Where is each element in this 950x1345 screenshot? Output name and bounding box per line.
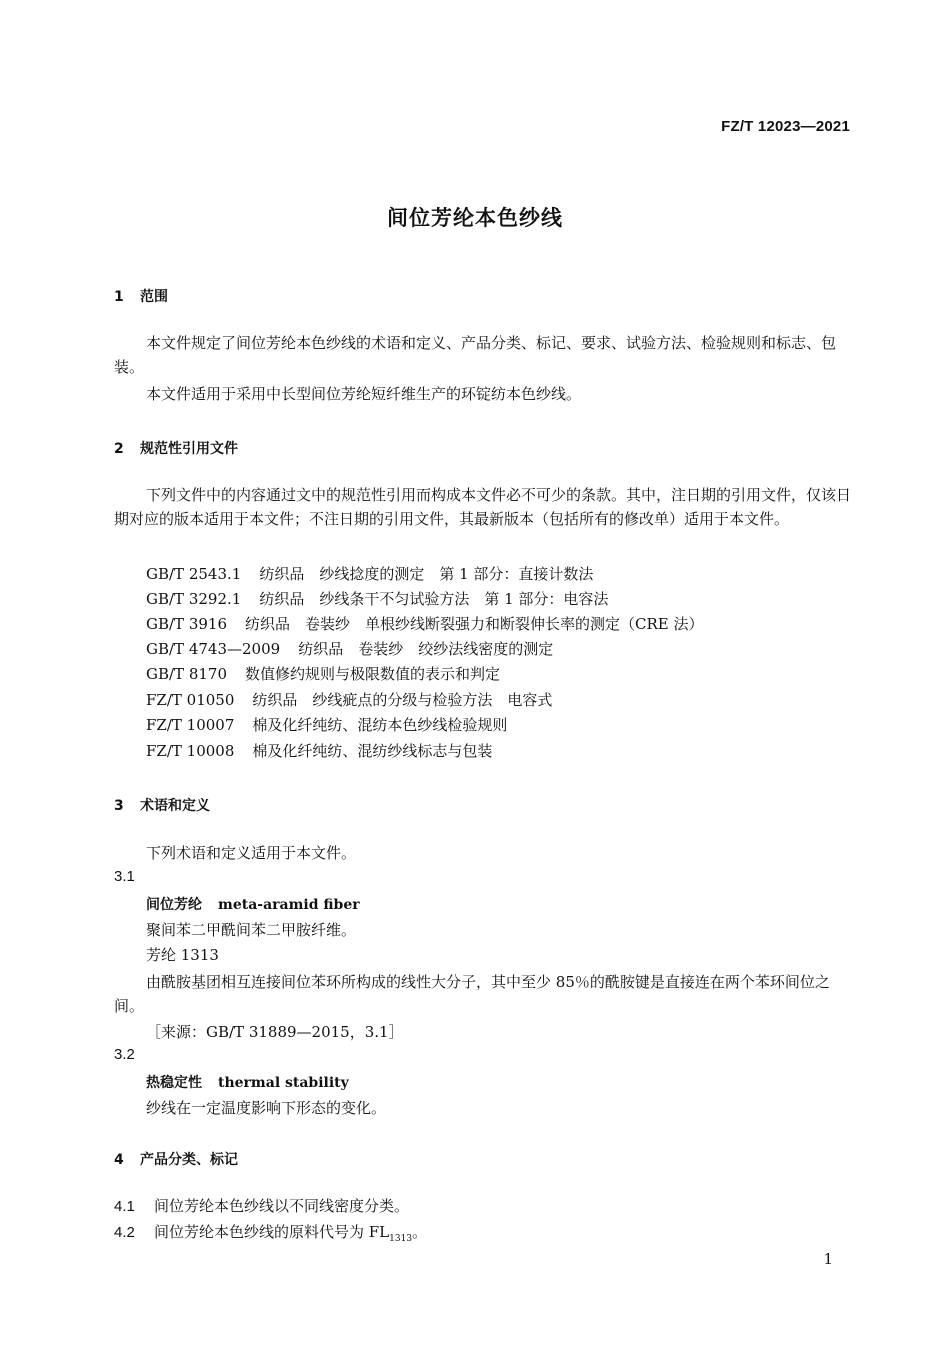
scope-paragraph-2: 本文件适用于采用中长型间位芳纶短纤维生产的环锭纺本色纱线。 [146, 385, 582, 403]
term-note: 由酰胺基团相互连接间位苯环所构成的线性大分子，其中至少 85％的酰胺键是直接连在两个苯环间位之间。 [114, 973, 830, 1015]
reference-title: 纺织品 纱线捻度的测定 第 1 部分：直接计数法 [259, 565, 594, 583]
section-2-heading [114, 438, 238, 458]
section-4-heading [114, 1149, 238, 1169]
section-3-heading [114, 795, 210, 815]
reference-title: 纺织品 纱线疵点的分级与检验方法 电容式 [252, 691, 553, 709]
reference-code: FZ/T 01050 [146, 691, 235, 709]
section-title: 范围 [140, 289, 168, 305]
terms-intro: 下列术语和定义适用于本文件。 [146, 844, 357, 862]
reference-item [146, 613, 704, 634]
term-alternative: 芳纶 1313 [146, 946, 219, 964]
clause-4-2 [114, 1221, 427, 1244]
references-intro: 下列文件中的内容通过文中的规范性引用而构成本文件必不可少的条款。其中，注日期的引用文件，仅该日期对应的版本适用于本文件；不注日期的引用文件，其最新版本（包括所有的修改单）适用于本文件。 [114, 486, 852, 528]
reference-title: 纺织品 纱线条干不匀试验方法 第 1 部分：电容法 [259, 590, 609, 608]
reference-item [146, 638, 553, 659]
reference-code: GB/T 2543.1 [146, 565, 242, 583]
term-definition: 纱线在一定温度影响下形态的变化。 [146, 1099, 387, 1117]
reference-item [146, 689, 552, 710]
clause-number: 3.1 [114, 868, 135, 885]
clause-4-1 [114, 1195, 409, 1216]
section-1-heading [114, 286, 168, 306]
clause-text: 间位芳纶本色纱线的原料代号为 FL [154, 1223, 390, 1241]
section-number: 2 [114, 441, 124, 457]
reference-title: 数值修约规则与极限数值的表示和判定 [245, 665, 501, 683]
section-number: 1 [114, 289, 124, 305]
section-number: 4 [114, 1152, 124, 1168]
document-title: 间位芳纶本色纱线 [387, 206, 563, 230]
reference-title: 棉及化纤纯纺、混纺本色纱线检验规则 [252, 716, 508, 734]
reference-item [146, 740, 492, 761]
reference-code: FZ/T 10008 [146, 742, 235, 760]
section-title: 术语和定义 [140, 798, 210, 814]
term-chinese: 间位芳纶 [146, 897, 202, 913]
term-definition: 聚间苯二甲酰间苯二甲胺纤维。 [146, 921, 357, 939]
reference-code: GB/T 3292.1 [146, 590, 242, 608]
term-english: thermal stability [218, 1075, 349, 1091]
reference-item [146, 714, 507, 735]
reference-title: 棉及化纤纯纺、混纺纱线标志与包装 [252, 742, 493, 760]
reference-title: 纺织品 卷装纱 绞纱法线密度的测定 [298, 640, 554, 658]
clause-number: 4.2 [114, 1224, 135, 1241]
reference-code: FZ/T 10007 [146, 716, 235, 734]
reference-title: 纺织品 卷装纱 单根纱线断裂强力和断裂伸长率的测定（CRE 法） [245, 615, 704, 633]
term-english: meta-aramid fiber [218, 897, 360, 913]
term-entry [146, 1072, 349, 1092]
clause-text-end: 。 [412, 1223, 428, 1241]
term-source: ［来源：GB/T 31889—2015，3.1］ [146, 1023, 404, 1041]
scope-paragraph-1: 本文件规定了间位芳纶本色纱线的术语和定义、产品分类、标记、要求、试验方法、检验规则和标志、包装。 [114, 334, 837, 376]
reference-code: GB/T 8170 [146, 665, 228, 683]
section-number: 3 [114, 798, 124, 814]
reference-item [146, 588, 608, 609]
reference-item [146, 563, 593, 584]
clause-number: 4.1 [114, 1198, 135, 1215]
section-title: 产品分类、标记 [140, 1152, 238, 1168]
reference-item [146, 663, 500, 684]
section-title: 规范性引用文件 [140, 441, 238, 457]
clause-number: 3.2 [114, 1046, 135, 1063]
page-number: 1 [823, 1250, 833, 1268]
term-entry [146, 894, 360, 914]
clause-subscript: 1313 [389, 1234, 413, 1244]
term-chinese: 热稳定性 [146, 1075, 202, 1091]
clause-text: 间位芳纶本色纱线以不同线密度分类。 [154, 1197, 410, 1215]
reference-code: GB/T 4743—2009 [146, 640, 281, 658]
standard-code: FZ/T 12023—2021 [721, 118, 850, 135]
reference-code: GB/T 3916 [146, 615, 228, 633]
